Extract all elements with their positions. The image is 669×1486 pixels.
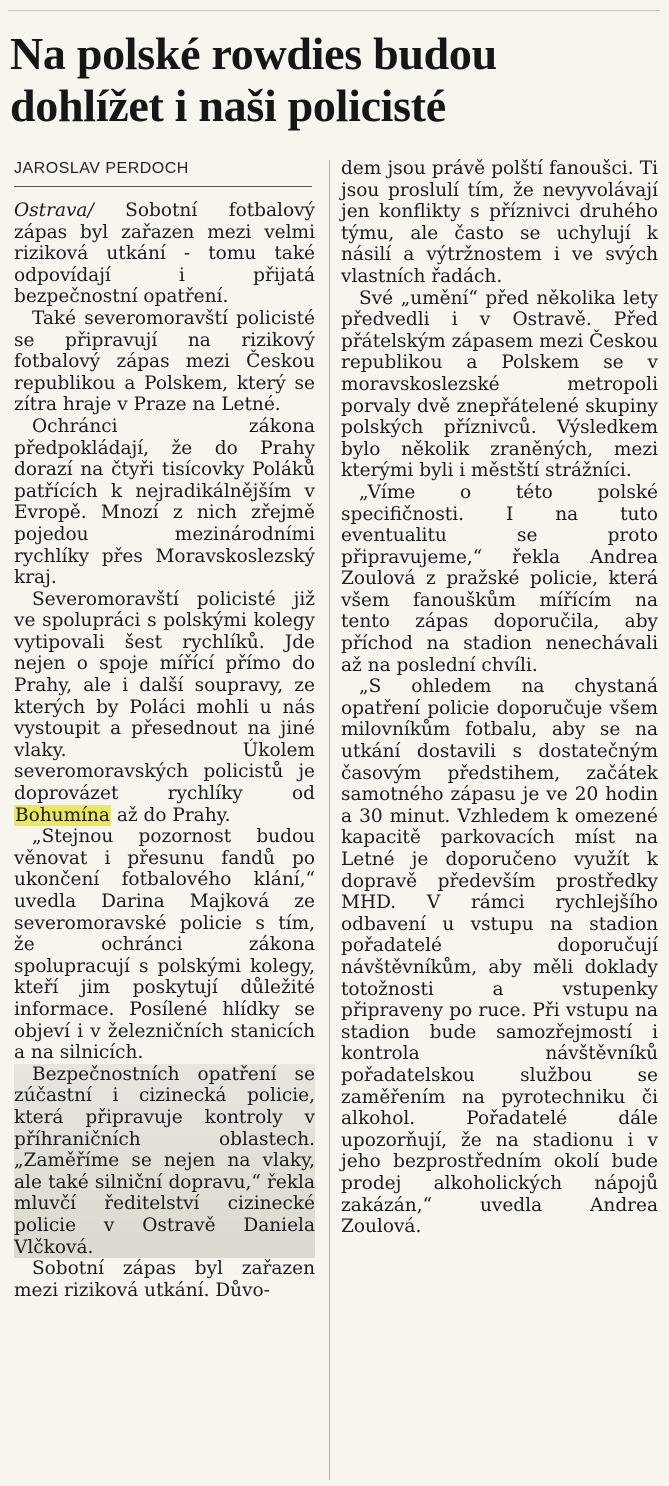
- headline: Na polské rowdies budou dohlížet i naši policisté: [10, 28, 497, 131]
- paragraph-1-text: Sobotní fotbalový zápas byl zařazen mezi velmi riziková utkání - tomu také odpovídají i přijatá bezpečnostní opatření.: [14, 200, 315, 308]
- paragraph-1: [14, 200, 315, 308]
- paragraph-4: [14, 589, 315, 827]
- paragraph-4-tail: až do Prahy.: [110, 804, 231, 826]
- paragraph-5: „Stejnou pozornost budou věnovat i přesunu fandů po ukončení fotbalového klání,“ uvedla Darina Majková ze severomoravské policie s tím, že ochránci zákona spolupracují s polskými kolegy, kteří jim poskytují důležité informace. Posílené hlídky se objeví i v železničních stanicích a na silnicích.: [14, 826, 315, 1064]
- article-column-right: [341, 158, 658, 1238]
- paragraph-6: Bezpečnostních opatření se zúčastní i cizinecká policie, která připravuje kontroly v příhraničních oblastech. „Zaměříme se nejen na vlaky, ale také silniční dopravu,“ řekla mluvčí ředitelství cizinecké policie v Ostravě Daniela Vlčková.: [14, 1063, 315, 1258]
- column-divider: [329, 160, 330, 1480]
- dateline: Ostrava/: [14, 200, 94, 221]
- byline: JAROSLAV PERDOCH: [14, 160, 189, 177]
- byline-rule: [14, 186, 312, 187]
- paragraph-7: Sobotní zápas byl zařazen mezi riziková utkání. Důvo-: [14, 1258, 315, 1301]
- paragraph-2: Také severomoravští policisté se připravují na rizikový fotbalový zápas mezi Českou republikou a Polskem, který se zítra hraje v Praze na Letné.: [14, 307, 315, 416]
- article-column-left: [14, 200, 315, 1301]
- top-rule: [8, 10, 660, 11]
- highlighted-word: Bohumína: [15, 804, 110, 826]
- paragraph-3: Ochránci zákona předpokládají, že do Prahy dorazí na čtyři tisícovky Poláků patřících k nejradikálnějším v Evropě. Mnozí z nich zřejmě pojedou mezinárodními rychlíky přes Moravskoslezský kraj.: [14, 415, 315, 589]
- paragraph-4-text: Severomoravští policisté již ve spolupráci s polskými kolegy vytipovali šest rychlíků. Jde nejen o spoje mířící přímo do Prahy, ale i další soupravy, ze kterých by Poláci mohli u nás vystoupit a přesednout na jiné vlaky. Úkolem severomoravských policistů je doprovázet rychlíky od: [14, 588, 315, 805]
- paragraph-8: dem jsou právě polští fanoušci. Ti jsou proslulí tím, že nevyvolávají jen konflikty s příznivci druhého týmu, ale často se uchylují k násilí a výtržnostem i ve svých vlastních řadách.: [341, 158, 658, 287]
- paragraph-9: Své „umění“ před několika lety předvedli i v Ostravě. Před přátelským zápasem mezi Českou republikou a Polskem se v moravskoslezské metropoli porvaly dvě znepřátelené skupiny polských příznivců. Výsledkem bylo několik zraněných, mezi kterými byli i městští strážníci.: [341, 287, 659, 482]
- paragraph-11: „S ohledem na chystaná opatření policie doporučuje všem milovníkům fotbalu, aby se na utkání dostavili s dostatečným časovým předstihem, začátek samotného zápasu je ve 20 hodin a 30 minut. Vzhledem k omezené kapacitě parkovacích míst na Letné je doporučeno využít k dopravě především prostředky MHD. V rámci rychlejšího odbavení u vstupu na stadion pořadatelé doporučují návštěvníkům, aby měli doklady totožnosti a vstupenky připraveny po ruce. Při vstupu na stadion bude samozřejmostí i kontrola návštěvníků pořadatelskou službou se zaměřením na pyrotechniku či alkohol. Pořadatelé dále upozorňují, že na stadionu i v jeho bezprostředním okolí bude prodej alkoholických nápojů zakázán,“ uvedla Andrea Zoulová.: [341, 676, 658, 1238]
- paragraph-10: „Víme o této polské specifičnosti. I na tuto eventualitu se proto připravujeme,“ řekla Andrea Zoulová z pražské policie, která všem fanouškům mířícím na tento zápas doporučila, aby příchod na stadion nenechávali až na poslední chvíli.: [341, 481, 658, 676]
